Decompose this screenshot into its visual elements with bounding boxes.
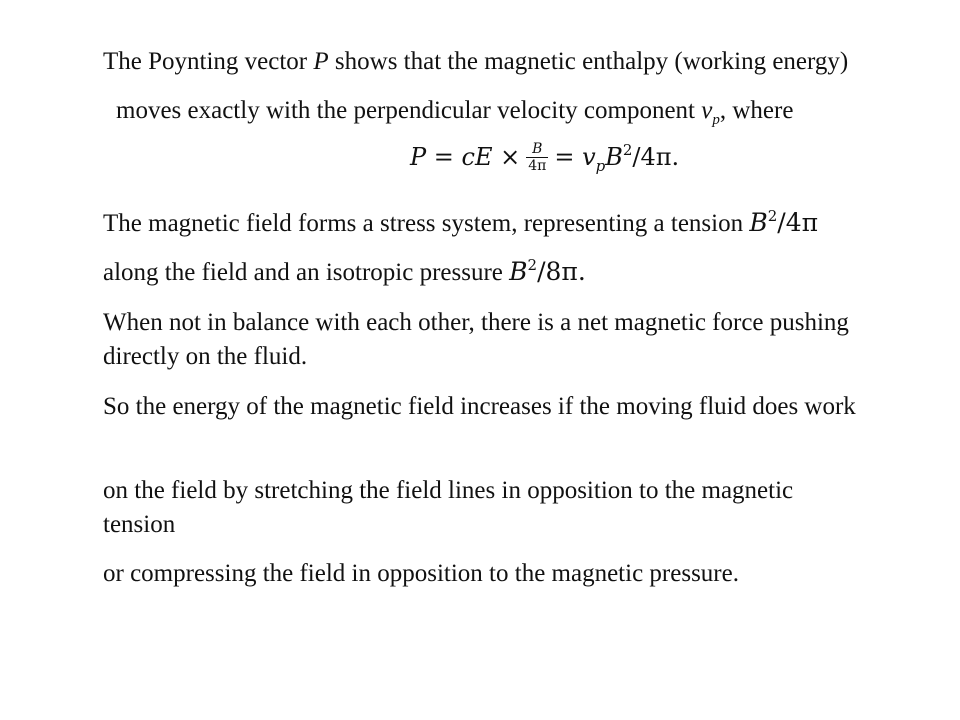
paragraph-compressing-field: or compressing the field in opposition to the magnetic pressure. [103,560,739,587]
equation-rest: /4π. [632,143,680,171]
equation-eq2: = v [554,143,596,171]
paragraph-poynting-vector [103,45,923,79]
paragraph-net-force: When not in balance with each other, there is a net magnetic force pushing directly on the fluid. [103,309,849,370]
equation-fraction-numerator: B [526,141,548,158]
equation-fraction-denominator: 4π [528,157,547,174]
p1-symbol-p: P [313,48,329,75]
paragraph-energy-increase: So the energy of the magnetic field increases if the moving fluid does work [103,393,856,420]
p1-text-after: shows that the magnetic enthalpy (working energy) [328,48,849,75]
p2-symbol-v: v [701,97,713,124]
p3-math-b: B [749,208,768,237]
paragraph-velocity-component [116,94,936,128]
equation-b: B [605,143,623,171]
poynting-equation [410,142,679,176]
equation-subscript: p [595,157,606,175]
equation-fraction [526,141,548,174]
p4-math-b: B [509,257,528,286]
p4-text-before: along the field and an isotropic pressure [103,259,510,286]
p1-text-before: The Poynting vector [103,48,314,75]
paragraph-stress-system [103,206,923,241]
paragraph-stretching-field: on the field by stretching the field lines in opposition to the magnetic tension [103,477,794,538]
equation-lhs: P = cE × [410,143,521,171]
p2-subscript-p: p [712,112,720,128]
paragraph-isotropic-pressure [103,255,923,290]
p4-math-rest: /8π. [537,257,586,286]
p3-text-before: The magnetic field forms a stress system, representing a tension [103,210,750,237]
p4-math-sup: 2 [527,256,538,274]
p2-text-before: moves exactly with the perpendicular velocity component [116,97,702,124]
p3-math-rest: /4π [777,208,819,237]
equation-superscript: 2 [622,141,633,159]
p3-math-sup: 2 [767,207,778,225]
p2-text-after: , where [719,97,794,124]
